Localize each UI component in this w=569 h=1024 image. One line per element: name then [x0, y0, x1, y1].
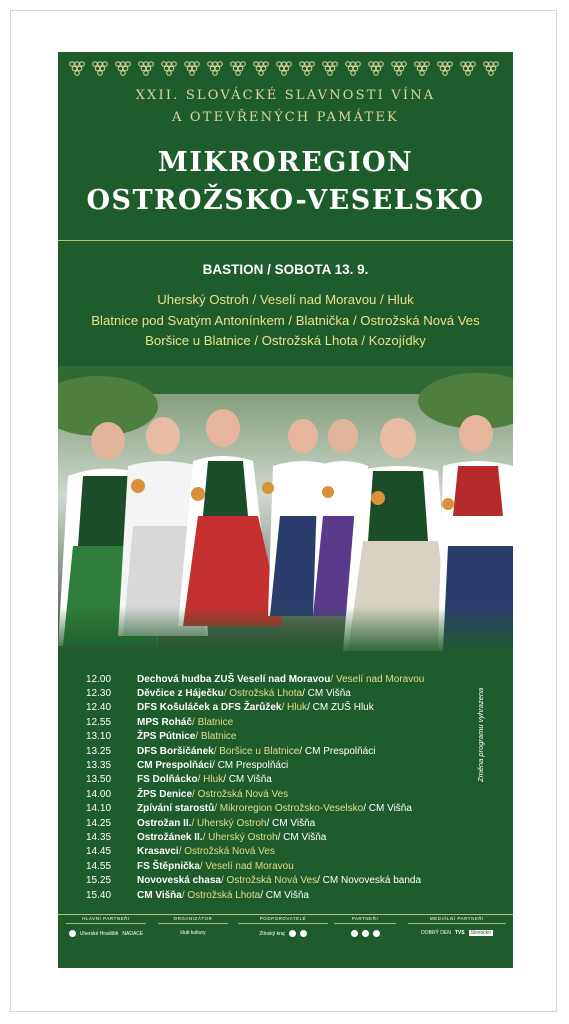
main-partner-logo: Uherské Hradiště: [79, 930, 119, 937]
partners-bar: [58, 916, 513, 968]
program-schedule: [86, 672, 486, 902]
schedule-time: 15.25: [86, 875, 112, 887]
accompaniment: / CM Višňa: [363, 803, 412, 815]
grape-icon: [392, 62, 407, 76]
performer-name: DFS Boršičánek: [137, 745, 214, 757]
performer-name: FS Dolňácko: [137, 774, 198, 786]
performer-name: DFS Košuláček a DFS Žarůžek: [137, 702, 282, 714]
media-logo: DOBRÝ DEN: [421, 930, 451, 936]
schedule-time: 14.25: [86, 817, 112, 829]
venue-date: BASTION / SOBOTA 13. 9.: [202, 262, 369, 277]
accompaniment: / CM Višňa: [223, 774, 272, 786]
grape-icon: [346, 62, 361, 76]
schedule-time: 14.10: [86, 803, 112, 815]
schedule-row: [86, 859, 486, 873]
grape-ornament: [66, 58, 504, 76]
partners-label: MEDIÁLNÍ PARTNEŘI: [408, 916, 506, 924]
partners-label: PODPOROVATELÉ: [238, 916, 328, 924]
logo-icon: [289, 930, 296, 937]
logo-icon: [69, 930, 76, 937]
schedule-row: [86, 873, 486, 887]
performer-name: CM Prespolňáci: [137, 760, 213, 772]
schedule-time: 14.35: [86, 831, 112, 843]
performer-place: / Mikroregion Ostrožsko-Veselsko: [214, 803, 364, 815]
schedule-time: 14.00: [86, 788, 112, 800]
divider: [58, 914, 513, 915]
schedule-time: 12.30: [86, 688, 112, 700]
accompaniment: / CM Višňa: [260, 889, 309, 901]
performer-place: / Ostrožská Lhota: [223, 688, 303, 700]
performer-name: Děvčice z Háječku: [137, 688, 224, 700]
schedule-time: 14.45: [86, 846, 112, 858]
town-line: Blatnice pod Svatým Antonínkem / Blatnička / Ostrožská Nová Ves: [91, 312, 480, 328]
partners-label: HLAVNÍ PARTNEŘI: [66, 916, 146, 924]
schedule-row: [86, 672, 486, 686]
main-partner2-logo: NADACE: [122, 930, 144, 937]
program-change-note: Změna programu vyhrazena: [476, 687, 485, 782]
schedule-time: 12.00: [86, 673, 112, 685]
accompaniment: / CM Višňa: [277, 831, 327, 843]
supporters: [238, 916, 328, 937]
performer-name: Zpívání starostů: [137, 803, 215, 815]
performer-place: / Hluk: [281, 702, 308, 714]
grape-icon: [484, 62, 499, 76]
event-subtitle-line1: XXII. SLOVÁCKÉ SLAVNOSTI VÍNA: [135, 88, 436, 103]
performer-place: / Uherský Ostroh: [191, 817, 267, 829]
schedule-time: 13.35: [86, 760, 112, 772]
grape-icon: [461, 62, 476, 76]
performer-place: / Blatnice: [195, 731, 237, 743]
media-logo: TVS: [454, 930, 465, 936]
divider: [58, 240, 513, 241]
schedule-row: [86, 802, 486, 816]
grape-icon: [300, 62, 315, 76]
schedule-row: [86, 773, 486, 787]
page-title-line1: MIKROREGION: [157, 147, 414, 178]
performer-name: ŽPS Pútnice: [137, 731, 196, 743]
grape-icon: [162, 62, 177, 76]
grape-icon: [323, 62, 338, 76]
grape-icon: [185, 62, 200, 76]
performer-place: / Veselí nad Moravou: [199, 860, 294, 872]
schedule-row: [86, 730, 486, 744]
schedule-time: 12.40: [86, 702, 112, 714]
media-partners: [408, 916, 506, 936]
schedule-time: 12.55: [86, 716, 112, 728]
performer-name: CM Višňa: [137, 889, 182, 901]
organizer-logo: klub kultury: [180, 930, 206, 936]
performer-place: / Ostrožská Lhota: [181, 889, 261, 901]
grape-icon: [93, 62, 108, 76]
logo-icon: [362, 930, 369, 937]
schedule-row: [86, 830, 486, 844]
performer-place: / Hluk: [197, 774, 224, 786]
performer-name: Ostrožan II.: [137, 817, 192, 829]
schedule-time: 13.10: [86, 731, 112, 743]
schedule-row: [86, 888, 486, 902]
grape-icon: [415, 62, 430, 76]
logo-icon: [373, 930, 380, 937]
media-logo: Slovácko: [470, 930, 491, 936]
performer-name: Ostrožánek II.: [137, 831, 203, 843]
schedule-row: [86, 758, 486, 772]
performer-place: / Blatnice: [192, 716, 234, 728]
poster: [58, 52, 513, 968]
town-list: [58, 290, 513, 352]
performer-name: MPS Roháč: [137, 716, 193, 728]
grape-icon: [208, 62, 223, 76]
performer-name: Krasavci: [137, 846, 179, 858]
partners: [334, 916, 396, 937]
accompaniment: / CM Novoveská banda: [317, 875, 422, 887]
organizer: [158, 916, 228, 936]
performer-name: FS Štěpnička: [137, 860, 200, 872]
folk-costume-photo: [58, 366, 513, 656]
main-partners: [66, 916, 146, 937]
performer-name: ŽPS Denice: [137, 788, 193, 800]
supporter-logo: Zlínský kraj: [259, 930, 285, 937]
schedule-time: 13.25: [86, 745, 112, 757]
grape-icon: [139, 62, 154, 76]
grape-icon: [438, 62, 453, 76]
schedule-row: [86, 787, 486, 801]
performer-place: / Ostrožská Nová Ves: [220, 875, 318, 887]
accompaniment: / CM Prespolňáci: [299, 745, 376, 757]
grape-icon: [231, 62, 246, 76]
performer-place: / Ostrožská Nová Ves: [178, 846, 275, 858]
event-subtitle-line2: A OTEVŘENÝCH PAMÁTEK: [172, 110, 399, 125]
schedule-row: [86, 845, 486, 859]
logo-icon: [300, 930, 307, 937]
performer-place: / Ostrožská Nová Ves: [192, 788, 289, 800]
schedule-time: 14.55: [86, 860, 112, 872]
schedule-row: [86, 701, 486, 715]
schedule-row: [86, 715, 486, 729]
partners-label: ORGANIZÁTOR: [158, 916, 228, 924]
logo-icon: [351, 930, 358, 937]
accompaniment: / CM Prespolňáci: [212, 760, 289, 772]
performer-name: Novoveská chasa: [137, 875, 221, 887]
accompaniment: / CM Višňa: [302, 688, 351, 700]
performer-place: / Boršice u Blatnice: [213, 745, 300, 757]
partners-label: PARTNEŘI: [334, 916, 396, 924]
town-line: Boršice u Blatnice / Ostrožská Lhota / Kozojídky: [145, 333, 426, 348]
grape-icon: [116, 62, 131, 76]
schedule-row: [86, 744, 486, 758]
schedule-time: 15.40: [86, 889, 112, 901]
page-title-line2: OSTROŽSKO-VESELSKO: [86, 185, 485, 216]
town-line: Uherský Ostroh / Veselí nad Moravou / Hluk: [157, 292, 414, 307]
grape-icon: [277, 62, 292, 76]
grape-icon: [254, 62, 269, 76]
schedule-row: [86, 816, 486, 830]
schedule-row: [86, 686, 486, 700]
grape-icon: [70, 62, 85, 76]
performer-name: Dechová hudba ZUŠ Veselí nad Moravou: [137, 673, 331, 685]
accompaniment: / CM ZUŠ Hluk: [307, 702, 374, 714]
performer-place: / Veselí nad Moravou: [330, 673, 425, 685]
schedule-time: 13.50: [86, 774, 112, 786]
accompaniment: / CM Višňa: [266, 817, 316, 829]
grape-icon: [369, 62, 384, 76]
performer-place: / Uherský Ostroh: [202, 831, 278, 843]
